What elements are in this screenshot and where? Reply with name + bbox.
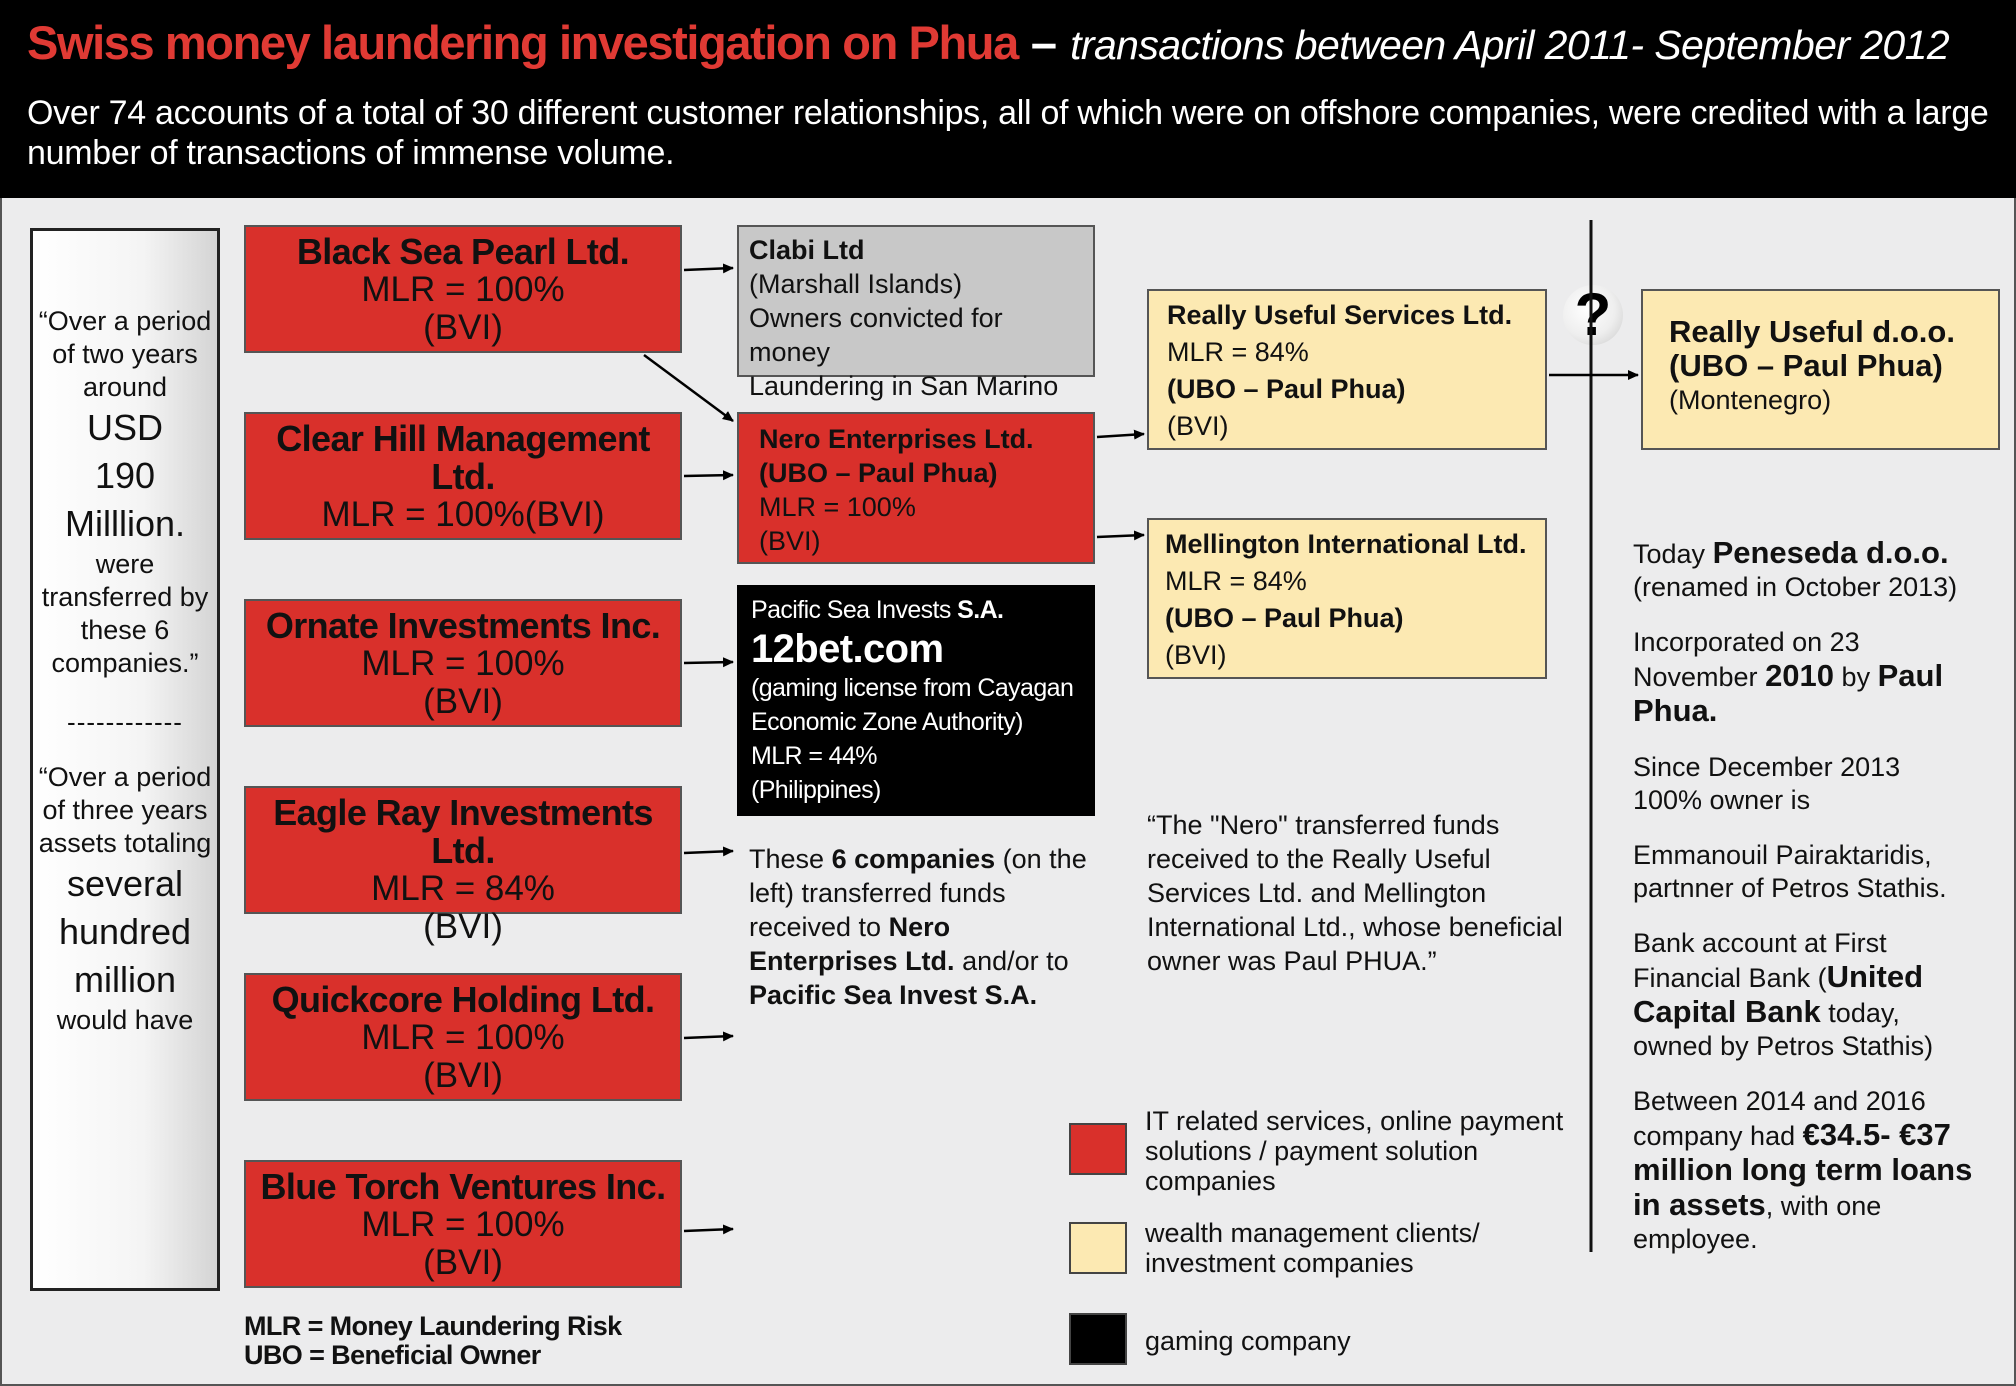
note-text: by xyxy=(1841,662,1871,692)
note-bold: Paul Phua. xyxy=(1633,658,1944,728)
quote-text-2b: would have xyxy=(56,1005,194,1035)
pacific-line-1: (gaming license from Cayagan xyxy=(751,674,1074,702)
note-bold: United Capital Bank xyxy=(1633,959,1924,1029)
clabi-line-1: (Marshall Islands) xyxy=(749,269,963,299)
company-name: Black Sea Pearl Ltd. xyxy=(296,231,630,272)
note-text: Incorporated on 23 November xyxy=(1633,627,1860,692)
company-name: Clear Hill Management Ltd. xyxy=(276,418,650,497)
company-name: Eagle Ray Investments Ltd. xyxy=(273,792,653,871)
company-jurisdiction: (BVI) xyxy=(423,1056,503,1095)
quote-big-several: several hundred million xyxy=(58,863,192,1000)
company-jurisdiction: (BVI) xyxy=(1165,640,1227,670)
title-sub: transactions between April 2011- September 2012 xyxy=(1070,22,1950,68)
question-mark-icon: ? xyxy=(1563,285,1623,345)
company-mlr: MLR = 100% xyxy=(361,1018,565,1057)
title-main: Swiss money laundering investigation on Phua xyxy=(27,16,1018,69)
note-text: today, owned by Petros Stathis) xyxy=(1633,998,1934,1061)
page-subtitle: Over 74 accounts of a total of 30 different customer relationships, all of which were on offshore companies, were credited with a large number of transactions of immense volume. xyxy=(27,94,1989,172)
company-jurisdiction: (BVI) xyxy=(423,308,503,347)
quote-big-usd: USD xyxy=(86,407,163,448)
quote-text-1b: were transferred by these 6 companies.” xyxy=(41,549,209,678)
company-jurisdiction: (Montenegro) xyxy=(1669,385,1832,415)
quote-big-190: 190 xyxy=(94,455,156,496)
note-bold: Pacific Sea Invest S.A. xyxy=(749,980,1038,1010)
company-name: Clabi Ltd xyxy=(749,235,865,265)
company-name: Mellington International Ltd. xyxy=(1165,529,1527,559)
company-ubo: (UBO – Paul Phua) xyxy=(759,458,998,488)
arrow-eagleray xyxy=(684,851,733,853)
note-nero-quote: “The "Nero" transferred funds received to the Really Useful Services Ltd. and Mellington International Ltd., whose beneficial owner was Paul PHUA.” xyxy=(1147,810,1563,976)
note-text: , with one employee. xyxy=(1633,1191,1882,1254)
note-text: and/or to xyxy=(962,946,1069,976)
company-ubo: (UBO – Paul Phua) xyxy=(1165,603,1404,633)
arrow-blacksea-nero xyxy=(644,355,733,421)
company-jurisdiction: (BVI) xyxy=(759,526,821,556)
arrow-clearhill-nero xyxy=(684,475,733,476)
arrow-blacksea-clabi xyxy=(684,268,733,270)
arrow-nero-reallyuseful xyxy=(1097,434,1144,437)
arrow-ornate-pacific xyxy=(684,662,733,663)
arrow-bluetorch xyxy=(684,1229,733,1231)
legend-label-red: IT related services, online payment solutions / payment solution companies xyxy=(1145,1106,1564,1196)
pacific-line-2: Economic Zone Authority) xyxy=(751,708,1023,736)
note-text: Bank account at First Financial Bank ( xyxy=(1633,928,1887,993)
gaming-domain: 12bet.com xyxy=(751,627,944,671)
company-name: Pacific Sea Invests xyxy=(751,596,951,624)
note-bold: €34.5- €37 million long term loans in assets xyxy=(1633,1117,1973,1222)
company-ubo: (UBO – Paul Phua) xyxy=(1669,348,1943,383)
company-mlr: MLR = 100% xyxy=(361,644,565,683)
clabi-line-2: Owners convicted for money xyxy=(749,303,1003,367)
company-name: Really Useful d.o.o. xyxy=(1669,314,1955,349)
note-bold: Peneseda d.o.o. xyxy=(1712,535,1949,570)
company-jurisdiction: (BVI) xyxy=(423,907,503,946)
company-mlr: MLR = 100% xyxy=(759,492,916,522)
company-mlr: MLR = 84% xyxy=(1167,337,1309,367)
abbrev-ubo: UBO = Beneficial Owner xyxy=(244,1340,541,1370)
arrow-nero-mellington xyxy=(1097,535,1144,537)
abbrev-mlr: MLR = Money Laundering Risk xyxy=(244,1311,622,1341)
company-name-suffix: S.A. xyxy=(957,596,1004,624)
quote-text-1a: “Over a period of two years around xyxy=(38,306,212,402)
company-jurisdiction: (BVI) xyxy=(423,682,503,721)
company-mlr: MLR = 44% xyxy=(751,742,877,770)
note-text: Today xyxy=(1633,539,1706,569)
company-jurisdiction: (BVI) xyxy=(1167,411,1229,441)
right-note-4: Emmanouil Pairaktaridis, partnner of Petros Stathis. xyxy=(1633,840,1947,903)
company-mlr: MLR = 84% xyxy=(1165,566,1307,596)
note-bold: 2010 xyxy=(1765,658,1835,693)
clabi-line-3: Laundering in San Marino xyxy=(749,371,1059,401)
note-text: These xyxy=(749,844,825,874)
quote-divider: ------------ xyxy=(67,707,183,737)
quote-text-2a: “Over a period of three years assets totaling xyxy=(38,762,212,858)
company-mlr: MLR = 100% xyxy=(361,1205,565,1244)
company-name: Blue Torch Ventures Inc. xyxy=(260,1166,666,1207)
company-name: Nero Enterprises Ltd. xyxy=(759,424,1034,454)
note-bold: 6 companies xyxy=(831,844,996,874)
company-mlr: MLR = 100%(BVI) xyxy=(321,495,605,534)
company-name: Ornate Investments Inc. xyxy=(265,605,661,646)
title-dash: – xyxy=(1030,16,1058,69)
company-name: Quickcore Holding Ltd. xyxy=(271,979,655,1020)
arrow-quickcore xyxy=(684,1036,733,1038)
company-jurisdiction: (Philippines) xyxy=(751,776,881,804)
company-jurisdiction: (BVI) xyxy=(423,1243,503,1282)
right-note-3: Since December 2013 100% owner is xyxy=(1633,752,1901,815)
legend-label-black: gaming company xyxy=(1145,1326,1351,1356)
company-mlr: MLR = 100% xyxy=(361,270,565,309)
note-text: (renamed in October 2013) xyxy=(1633,572,1958,602)
company-ubo: (UBO – Paul Phua) xyxy=(1167,374,1406,404)
legend-label-yellow: wealth management clients/ investment companies xyxy=(1145,1218,1480,1278)
note-bold: Nero Enterprises Ltd. xyxy=(749,912,955,976)
quote-big-million: Milllion. xyxy=(64,503,186,544)
note-text: Between 2014 and 2016 company had xyxy=(1633,1086,1926,1151)
company-mlr: MLR = 84% xyxy=(371,869,555,908)
company-name: Really Useful Services Ltd. xyxy=(1167,300,1513,330)
note-text: (on the left) transferred funds received to xyxy=(749,844,1087,942)
